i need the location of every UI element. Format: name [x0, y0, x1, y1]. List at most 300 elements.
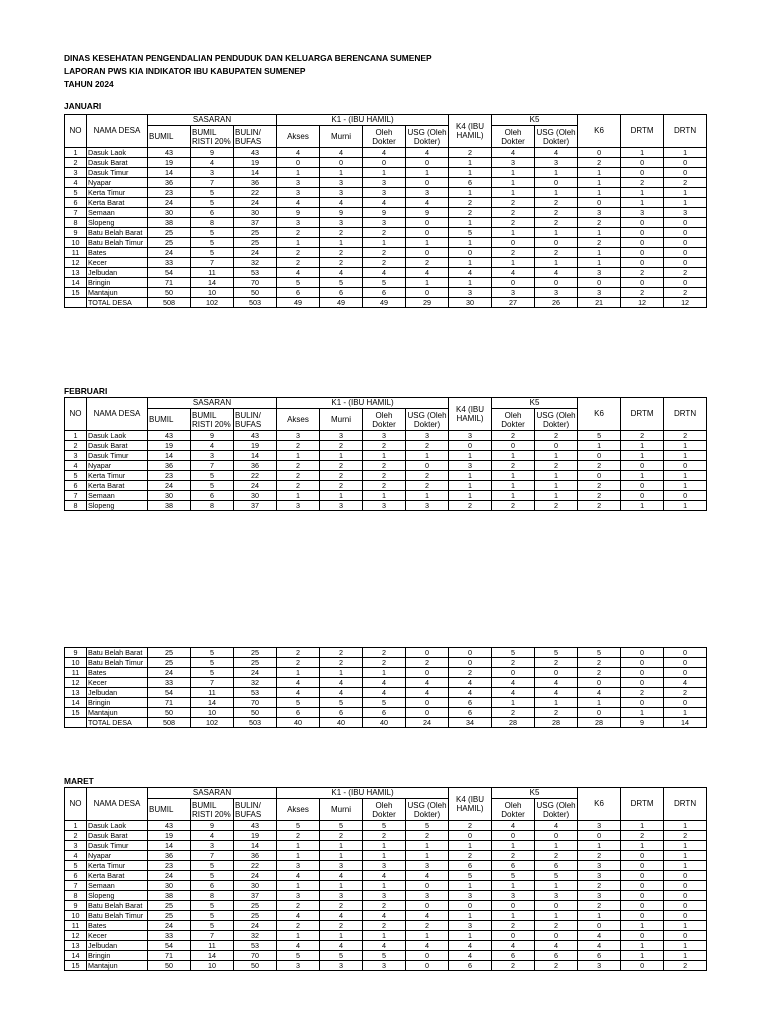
table-cell: 6	[449, 178, 492, 188]
table-cell: 1	[449, 188, 492, 198]
table-cell: 3	[578, 891, 621, 901]
table-cell: 1	[664, 471, 707, 481]
table-cell: 4	[492, 148, 535, 158]
table-cell: 1	[664, 198, 707, 208]
table-cell: 2	[363, 921, 406, 931]
table-cell: 1	[535, 698, 578, 708]
table-cell: 24	[234, 871, 277, 881]
data-table-februari-continued	[64, 647, 707, 728]
table-cell: 1	[578, 168, 621, 178]
table-cell: 50	[148, 961, 191, 971]
table-cell: 4	[65, 461, 87, 471]
table-row	[65, 188, 707, 198]
table-cell: 2	[363, 228, 406, 238]
table-cell: 6	[492, 951, 535, 961]
col-drtm: DRTM	[621, 788, 664, 821]
table-cell: 1	[535, 188, 578, 198]
col-k5-usg: USG (Oleh Dokter)	[536, 800, 576, 819]
table-cell: 53	[234, 941, 277, 951]
table-cell: 3	[320, 961, 363, 971]
table-cell: 3	[191, 168, 234, 178]
table-cell: 1	[406, 841, 449, 851]
col-k1-usg: USG (Oleh Dokter)	[407, 410, 447, 429]
table-cell: 22	[234, 188, 277, 198]
table-cell: 4	[277, 871, 320, 881]
table-cell: 13	[65, 688, 87, 698]
table-cell: 22	[234, 471, 277, 481]
table-cell: 3	[578, 288, 621, 298]
table-cell: 1	[320, 931, 363, 941]
desa-name-cell: Dasuk Timur	[87, 168, 148, 178]
table-cell: 1	[535, 481, 578, 491]
col-k1-oleh-dokter: Oleh Dokter	[363, 126, 406, 148]
table-cell: 6	[277, 708, 320, 718]
table-row	[65, 451, 707, 461]
table-cell: 7	[191, 931, 234, 941]
table-cell: 1	[535, 168, 578, 178]
table-cell: 1	[449, 218, 492, 228]
table-cell: 2	[320, 648, 363, 658]
col-k5-oleh-dokter: Oleh Dokter	[492, 126, 535, 148]
table-row	[65, 471, 707, 481]
table-cell: 5	[363, 278, 406, 288]
table-cell: 2	[277, 248, 320, 258]
table-cell: 2	[535, 851, 578, 861]
table-cell: 1	[492, 841, 535, 851]
table-cell: 9	[191, 431, 234, 441]
col-k6: K6	[578, 398, 621, 431]
table-cell: 3	[277, 188, 320, 198]
col-no: NO	[65, 115, 87, 148]
table-cell: 2	[535, 658, 578, 668]
table-cell: 2	[363, 901, 406, 911]
table-cell: 4	[320, 148, 363, 158]
col-nama-desa: NAMA DESA	[87, 115, 148, 148]
table-cell: 3	[449, 431, 492, 441]
table-cell: 0	[535, 668, 578, 678]
table-cell: 14	[65, 698, 87, 708]
table-cell: 5	[277, 698, 320, 708]
table-cell: 2	[277, 441, 320, 451]
table-cell: 102	[191, 298, 234, 308]
table-cell: 0	[492, 238, 535, 248]
desa-name-cell: Kerta Barat	[87, 481, 148, 491]
table-cell: 4	[277, 688, 320, 698]
table-cell: 6	[363, 288, 406, 298]
table-cell: 2	[363, 258, 406, 268]
table-cell: 3	[578, 961, 621, 971]
table-cell: 1	[363, 668, 406, 678]
table-row	[65, 851, 707, 861]
desa-name-cell: Dasuk Laok	[87, 431, 148, 441]
table-cell: 4	[578, 931, 621, 941]
table-cell: 2	[535, 431, 578, 441]
table-cell: 1	[363, 931, 406, 941]
table-cell: 6	[363, 708, 406, 718]
table-cell: 3	[621, 208, 664, 218]
table-cell: 3	[320, 431, 363, 441]
desa-name-cell: Semaan	[87, 881, 148, 891]
table-cell: 3	[363, 188, 406, 198]
table-cell: 1	[363, 168, 406, 178]
table-cell: 3	[578, 861, 621, 871]
table-cell: 4	[406, 911, 449, 921]
table-cell: 3	[406, 891, 449, 901]
desa-name-cell: Bates	[87, 921, 148, 931]
table-row	[65, 158, 707, 168]
table-cell: 2	[578, 658, 621, 668]
table-cell: 1	[664, 841, 707, 851]
table-cell: 6	[449, 708, 492, 718]
table-cell: 3	[535, 891, 578, 901]
table-cell: 0	[664, 248, 707, 258]
table-cell: 9	[191, 821, 234, 831]
table-cell: 0	[664, 901, 707, 911]
table-cell: 3	[449, 288, 492, 298]
table-cell: 3	[277, 961, 320, 971]
table-cell: 7	[191, 461, 234, 471]
table-cell: 24	[234, 481, 277, 491]
table-cell: 1	[277, 168, 320, 178]
table-cell: 0	[492, 278, 535, 288]
table-row	[65, 921, 707, 931]
table-row	[65, 678, 707, 688]
table-cell: 36	[148, 178, 191, 188]
table-cell: 0	[621, 461, 664, 471]
table-cell: 10	[65, 911, 87, 921]
table-cell: 71	[148, 278, 191, 288]
table-cell: 2	[664, 688, 707, 698]
table-cell: 0	[664, 668, 707, 678]
table-cell: 21	[578, 298, 621, 308]
table-cell: 3	[363, 961, 406, 971]
table-cell: 4	[65, 178, 87, 188]
table-cell: 2	[664, 831, 707, 841]
table-cell: 9	[65, 648, 87, 658]
table-cell: 2	[320, 901, 363, 911]
table-cell: 3	[363, 178, 406, 188]
table-cell: 1	[492, 178, 535, 188]
table-row	[65, 841, 707, 851]
table-cell: 1	[320, 238, 363, 248]
table-cell: 1	[535, 911, 578, 921]
table-cell: 2	[535, 921, 578, 931]
table-cell: 508	[148, 298, 191, 308]
table-cell: 0	[621, 238, 664, 248]
table-cell: 1	[578, 228, 621, 238]
table-cell: 2	[449, 851, 492, 861]
table-cell: 4	[578, 941, 621, 951]
table-cell: 53	[234, 268, 277, 278]
table-cell: 4	[363, 268, 406, 278]
table-cell: 2	[363, 658, 406, 668]
col-sasaran: SASARAN	[148, 398, 277, 409]
table-cell: 4	[535, 821, 578, 831]
table-cell: 1	[449, 481, 492, 491]
table-cell: 2	[492, 658, 535, 668]
table-cell: 4	[363, 148, 406, 158]
table-cell: 40	[320, 718, 363, 728]
table-cell: 25	[148, 901, 191, 911]
table-cell: 2	[578, 158, 621, 168]
desa-name-cell: Batu Belah Timur	[87, 911, 148, 921]
col-bumil: BUMIL	[148, 409, 191, 431]
data-table-maret	[64, 787, 707, 971]
col-bumil: BUMIL	[148, 799, 191, 821]
table-row	[65, 891, 707, 901]
table-cell: 6	[191, 208, 234, 218]
table-cell: 5	[65, 471, 87, 481]
table-cell: 2	[492, 961, 535, 971]
table-cell: 2	[320, 921, 363, 931]
month-title: MARET	[64, 776, 94, 786]
table-cell: 2	[406, 658, 449, 668]
table-cell: 5	[492, 871, 535, 881]
table-cell: 0	[578, 708, 621, 718]
table-cell: 2	[320, 461, 363, 471]
table-cell: 5	[363, 951, 406, 961]
table-cell: 4	[449, 268, 492, 278]
table-cell: 11	[191, 268, 234, 278]
table-cell: 1	[449, 931, 492, 941]
table-cell: 0	[664, 871, 707, 881]
table-cell: 2	[535, 961, 578, 971]
table-cell: 3	[320, 188, 363, 198]
table-cell: 4	[320, 268, 363, 278]
table-cell: 11	[65, 248, 87, 258]
table-cell: 1	[621, 841, 664, 851]
table-cell: 5	[65, 188, 87, 198]
table-cell: 12	[65, 931, 87, 941]
desa-name-cell: Batu Belah Barat	[87, 648, 148, 658]
desa-name-cell: Batu Belah Barat	[87, 228, 148, 238]
table-cell: 5	[449, 228, 492, 238]
table-cell: 3	[320, 178, 363, 188]
table-cell: 1	[578, 698, 621, 708]
table-cell: 2	[578, 901, 621, 911]
table-cell: 1	[492, 228, 535, 238]
table-cell: 50	[148, 708, 191, 718]
desa-name-cell: Dasuk Timur	[87, 451, 148, 461]
table-row	[65, 861, 707, 871]
table-cell: 0	[621, 278, 664, 288]
table-cell: 19	[234, 441, 277, 451]
table-cell: 2	[664, 268, 707, 278]
table-cell: 2	[449, 821, 492, 831]
table-cell: 2	[664, 288, 707, 298]
table-cell: 0	[664, 238, 707, 248]
col-k5-usg: USG (Oleh Dokter)	[536, 410, 576, 429]
table-cell: 1	[664, 148, 707, 158]
table-cell: 19	[148, 831, 191, 841]
table-cell: 0	[492, 441, 535, 451]
desa-name-cell: Bringin	[87, 951, 148, 961]
col-no: NO	[65, 788, 87, 821]
table-cell: 3	[535, 288, 578, 298]
table-cell: 2	[363, 248, 406, 258]
table-cell: 13	[65, 941, 87, 951]
table-cell: 0	[406, 951, 449, 961]
table-cell: 25	[234, 648, 277, 658]
table-cell: 4	[406, 198, 449, 208]
table-cell: 4	[406, 871, 449, 881]
table-cell: 33	[148, 258, 191, 268]
table-cell: 1	[449, 471, 492, 481]
table-cell: 4	[449, 951, 492, 961]
table-row	[65, 718, 707, 728]
table-cell: 12	[621, 298, 664, 308]
table-cell: 4	[406, 148, 449, 158]
table-cell: 7	[65, 881, 87, 891]
table-cell: 2	[320, 471, 363, 481]
table-cell: 3	[578, 268, 621, 278]
table-row	[65, 668, 707, 678]
table-cell: 2	[535, 501, 578, 511]
col-akses: Akses	[277, 126, 320, 148]
table-cell: 1	[578, 188, 621, 198]
table-cell: 0	[535, 441, 578, 451]
col-bulin-bufas: BULIN/ BUFAS	[234, 126, 277, 148]
table-row	[65, 871, 707, 881]
table-cell: 2	[535, 218, 578, 228]
month-title: FEBRUARI	[64, 386, 108, 396]
table-cell: 6	[449, 961, 492, 971]
table-cell: 1	[664, 501, 707, 511]
table-cell: 5	[406, 821, 449, 831]
table-cell: 3	[363, 501, 406, 511]
table-cell: 11	[65, 668, 87, 678]
table-cell: 5	[191, 248, 234, 258]
table-cell: 0	[664, 891, 707, 901]
table-row	[65, 148, 707, 158]
table-cell: 4	[363, 198, 406, 208]
table-cell: 2	[363, 441, 406, 451]
table-cell: 5	[492, 648, 535, 658]
table-cell: 24	[148, 481, 191, 491]
table-cell: 5	[191, 921, 234, 931]
table-cell: 1	[277, 841, 320, 851]
table-cell: 1	[492, 481, 535, 491]
table-cell: 2	[449, 668, 492, 678]
table-cell: 1	[535, 881, 578, 891]
table-cell: 3	[363, 861, 406, 871]
col-drtm: DRTM	[621, 398, 664, 431]
desa-name-cell: Dasuk Barat	[87, 441, 148, 451]
table-cell: 2	[578, 491, 621, 501]
table-row	[65, 268, 707, 278]
table-cell: 8	[65, 218, 87, 228]
table-row	[65, 258, 707, 268]
table-cell: 3	[406, 501, 449, 511]
table-cell: 1	[664, 861, 707, 871]
desa-name-cell: Batu Belah Barat	[87, 901, 148, 911]
desa-name-cell: Slopeng	[87, 501, 148, 511]
table-cell: 4	[449, 941, 492, 951]
table-row	[65, 698, 707, 708]
table-cell: 2	[621, 831, 664, 841]
table-cell: 0	[406, 288, 449, 298]
table-cell: 1	[621, 951, 664, 961]
table-cell: 5	[320, 698, 363, 708]
table-row	[65, 218, 707, 228]
col-k4: K4 (IBU HAMIL)	[449, 398, 492, 431]
col-k5: K5	[492, 115, 578, 126]
table-cell: 0	[621, 481, 664, 491]
table-cell: 1	[621, 471, 664, 481]
data-table-januari	[64, 114, 707, 308]
desa-name-cell: TOTAL DESA	[87, 298, 148, 308]
table-cell: 1	[492, 698, 535, 708]
col-no: NO	[65, 398, 87, 431]
table-cell: 3	[277, 891, 320, 901]
table-cell: 0	[492, 831, 535, 841]
table-cell: 2	[406, 441, 449, 451]
table-cell: 0	[621, 228, 664, 238]
table-cell: 2	[492, 208, 535, 218]
table-cell: 0	[449, 831, 492, 841]
table-cell: 0	[406, 961, 449, 971]
table-cell: 14	[234, 841, 277, 851]
table-cell: 1	[492, 451, 535, 461]
table-row	[65, 831, 707, 841]
table-cell: 0	[664, 881, 707, 891]
table-cell: 4	[492, 821, 535, 831]
table-cell: 5	[277, 951, 320, 961]
table-cell: 6	[191, 491, 234, 501]
table-cell: 25	[148, 911, 191, 921]
table-cell: 25	[234, 238, 277, 248]
table-cell: 1	[492, 188, 535, 198]
table-cell: 1	[320, 851, 363, 861]
table-row	[65, 688, 707, 698]
table-cell: 26	[535, 298, 578, 308]
table-cell: 0	[406, 668, 449, 678]
table-cell: 50	[234, 288, 277, 298]
table-cell: 1	[277, 851, 320, 861]
table-cell: 38	[148, 218, 191, 228]
table-cell: 0	[664, 911, 707, 921]
table-cell: 2	[535, 461, 578, 471]
table-cell	[65, 718, 87, 728]
table-cell: 3	[449, 461, 492, 471]
table-cell: 1	[664, 708, 707, 718]
table-cell: 3	[191, 841, 234, 851]
desa-name-cell: Bringin	[87, 698, 148, 708]
table-cell: 12	[664, 298, 707, 308]
table-cell: 5	[191, 658, 234, 668]
table-cell: 0	[578, 921, 621, 931]
desa-name-cell: Dasuk Barat	[87, 831, 148, 841]
table-row	[65, 821, 707, 831]
table-cell: 2	[320, 658, 363, 668]
table-cell: 2	[320, 481, 363, 491]
table-cell: 0	[621, 258, 664, 268]
table-cell: 5	[191, 901, 234, 911]
table-cell: 2	[320, 248, 363, 258]
table-cell: 0	[664, 491, 707, 501]
table-cell: 1	[277, 238, 320, 248]
col-k4: K4 (IBU HAMIL)	[449, 788, 492, 821]
desa-name-cell: Slopeng	[87, 218, 148, 228]
table-cell: 1	[406, 278, 449, 288]
table-cell: 9	[65, 901, 87, 911]
col-k5-usg: USG (Oleh Dokter)	[536, 127, 576, 146]
table-cell: 14	[148, 451, 191, 461]
col-k6: K6	[578, 115, 621, 148]
table-cell: 24	[234, 668, 277, 678]
table-cell: 0	[406, 158, 449, 168]
table-cell: 4	[406, 941, 449, 951]
